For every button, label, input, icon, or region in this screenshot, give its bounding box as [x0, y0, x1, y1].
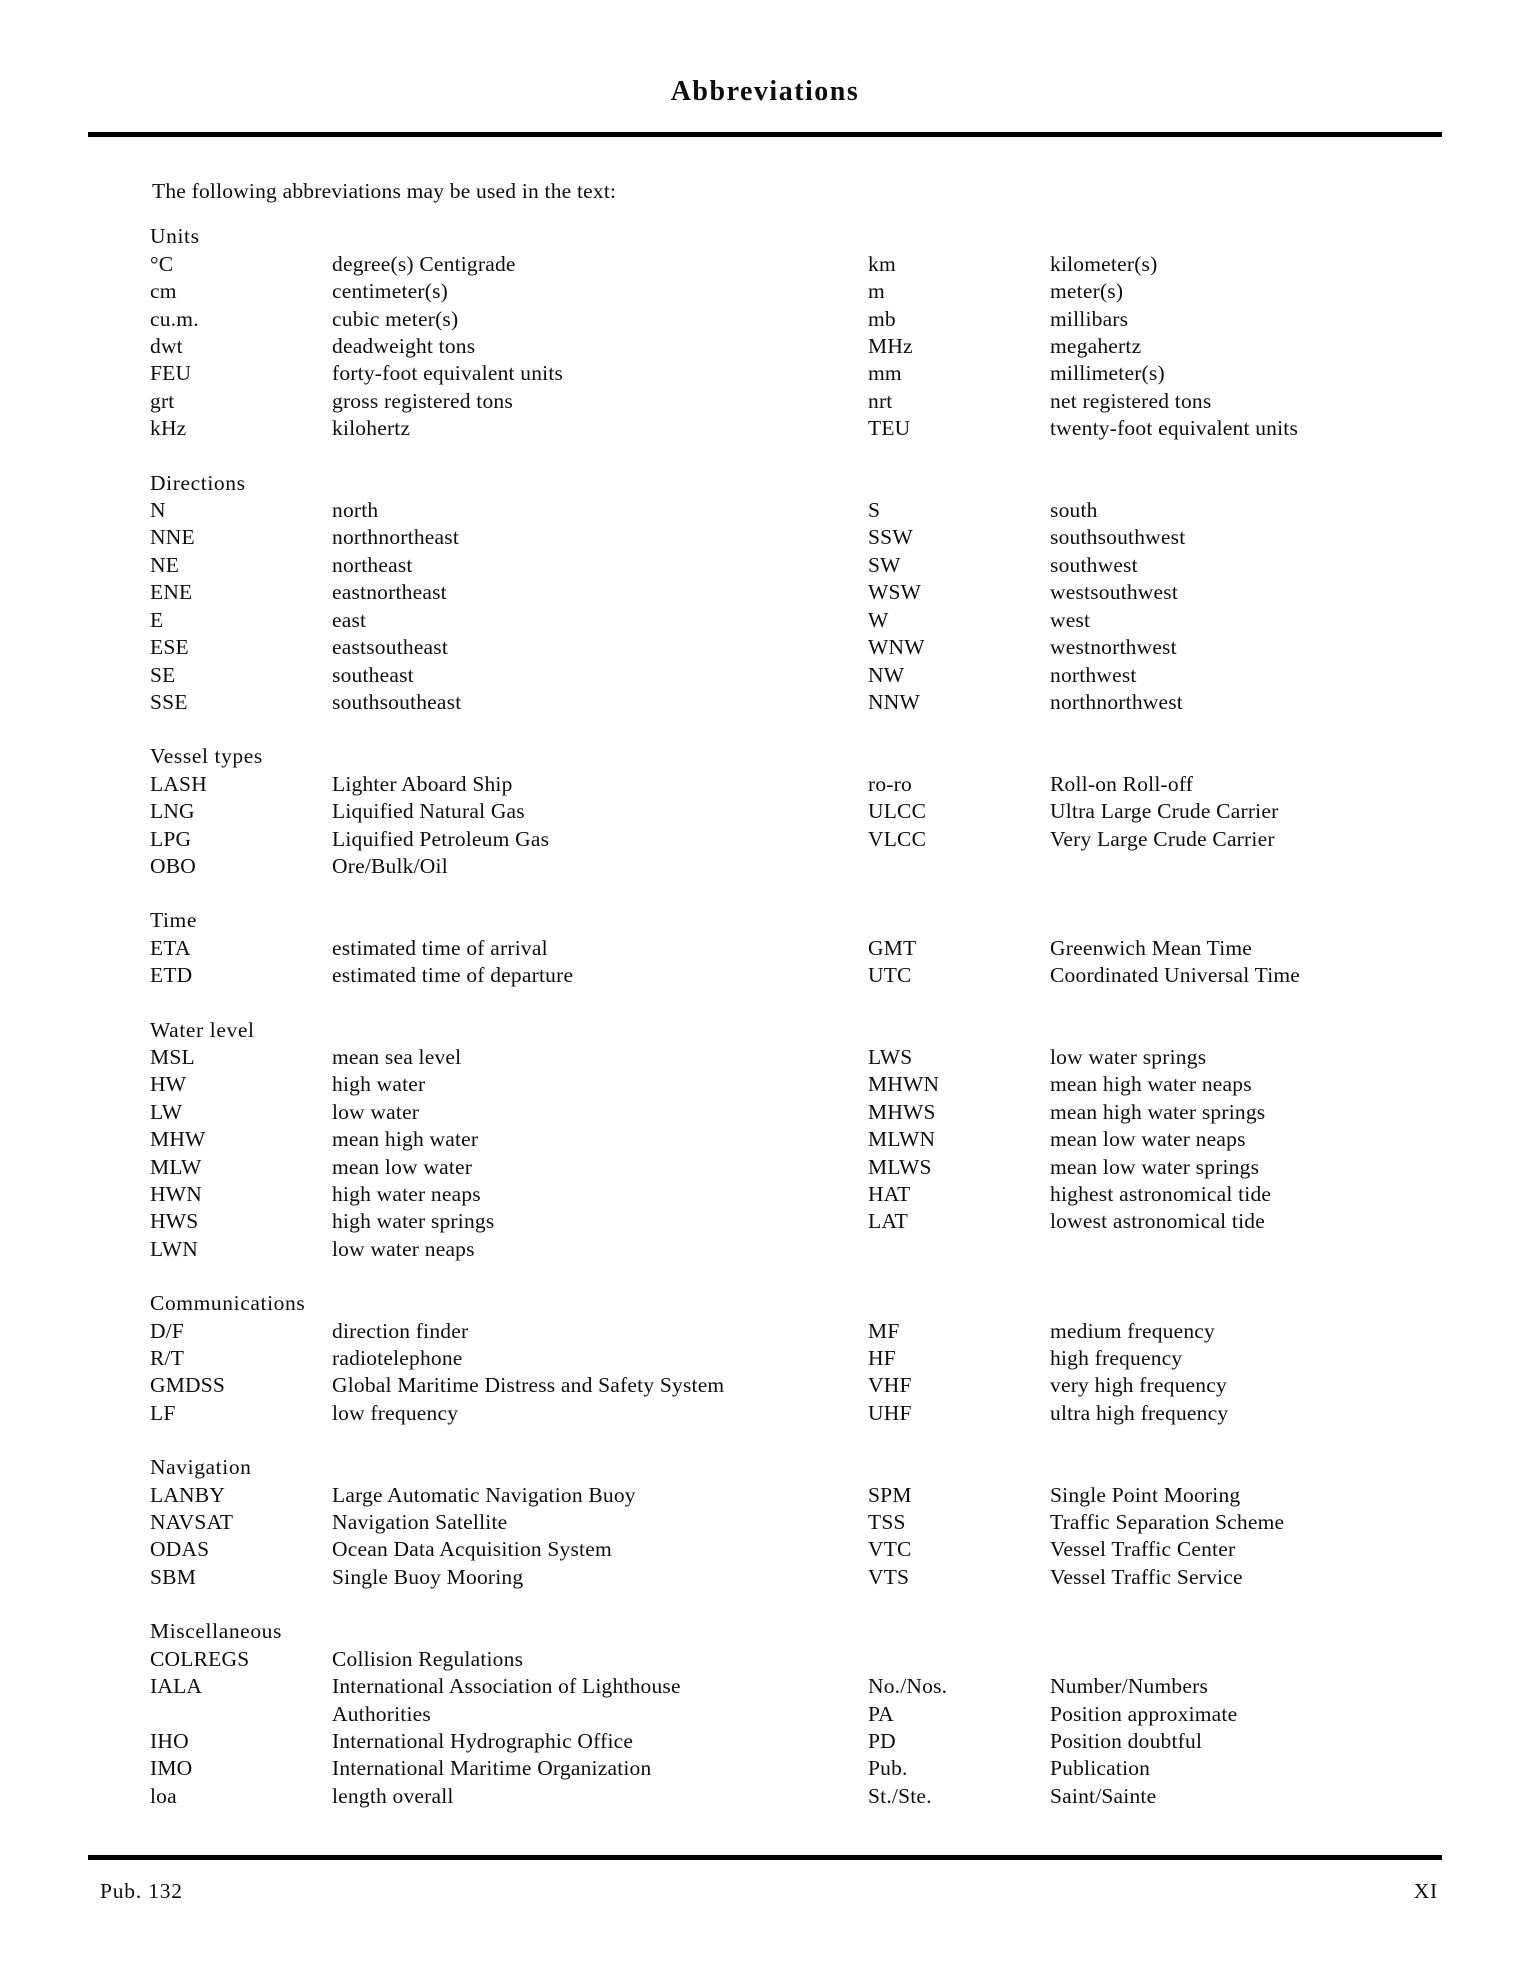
definition: mean high water springs [1050, 1099, 1266, 1124]
page-footer [0, 1855, 1530, 1905]
definition: Saint/Sainte [1050, 1783, 1157, 1808]
abbreviation-rows [150, 1318, 1440, 1428]
abbreviation-sections [150, 223, 1440, 1810]
definition: Coordinated Universal Time [1050, 963, 1301, 988]
abbreviation: MLW [150, 1154, 202, 1179]
abbreviation: LPG [150, 826, 192, 851]
definition: low frequency [332, 1400, 459, 1425]
section-water-level [150, 1017, 1440, 1264]
abbreviation: PD [868, 1728, 896, 1753]
definition: westsouthwest [1050, 580, 1179, 605]
definition: International Hydrographic Office [332, 1728, 634, 1753]
section-heading: Units [150, 224, 200, 249]
abbreviation: HW [150, 1072, 187, 1097]
definition: Global Maritime Distress and Safety System [332, 1373, 725, 1398]
definition: Single Point Mooring [1050, 1482, 1241, 1507]
definition: high water neaps [332, 1182, 481, 1206]
definition: Ore/Bulk/Oil [332, 853, 448, 878]
definition: northwest [1050, 662, 1137, 687]
definition: lowest astronomical tide [1050, 1209, 1265, 1234]
definition: Vessel Traffic Service [1050, 1564, 1243, 1589]
abbreviation: VHF [868, 1373, 912, 1398]
abbreviation: °C [150, 251, 174, 276]
definition: Greenwich Mean Time [1050, 935, 1253, 960]
abbreviation: ULCC [868, 799, 927, 824]
definition: mean high water [332, 1127, 479, 1152]
definition: estimated time of departure [332, 963, 574, 988]
definition: low water [332, 1099, 420, 1124]
definition: northeast [332, 552, 413, 577]
definition: Navigation Satellite [332, 1510, 508, 1535]
abbreviation: S [868, 498, 881, 523]
section-miscellaneous [150, 1618, 1440, 1810]
definition: low water springs [1050, 1044, 1207, 1069]
abbreviation: LWN [150, 1236, 198, 1261]
definition: cubic meter(s) [332, 306, 459, 331]
definition: southsoutheast [332, 689, 462, 714]
section-heading: Miscellaneous [150, 1619, 282, 1644]
definition: direction finder [332, 1318, 469, 1343]
abbreviation: IMO [150, 1756, 193, 1781]
abbreviation: LF [150, 1400, 176, 1425]
abbreviation: ODAS [150, 1537, 210, 1562]
definition: estimated time of arrival [332, 935, 548, 960]
definition: Authorities [332, 1701, 431, 1726]
intro-text: The following abbreviations may be used in the text: [152, 179, 617, 203]
definition: southwest [1050, 552, 1138, 577]
definition: Position approximate [1050, 1701, 1238, 1726]
abbreviation: TEU [868, 416, 911, 441]
abbreviation: mb [868, 306, 896, 331]
abbreviation: MHW [150, 1127, 206, 1152]
abbreviation: SSW [868, 525, 913, 550]
abbreviation: MLWN [868, 1127, 936, 1152]
section-time [150, 907, 1440, 989]
definition [1050, 853, 1440, 880]
abbreviation: ESE [150, 635, 189, 660]
definition: high water springs [332, 1209, 495, 1234]
section-heading: Directions [150, 470, 246, 495]
abbreviation: LNG [150, 799, 195, 824]
abbreviation-rows [150, 497, 1440, 716]
abbreviation: IALA [150, 1674, 203, 1699]
section-heading: Communications [150, 1291, 306, 1316]
definition: twenty-foot equivalent units [1050, 416, 1299, 441]
footer-rule [88, 1855, 1442, 1860]
abbreviation: m [868, 279, 885, 304]
abbreviation: UHF [868, 1400, 912, 1425]
section-navigation [150, 1454, 1440, 1591]
abbreviation: OBO [150, 853, 196, 878]
definition: low water neaps [332, 1236, 475, 1261]
abbreviation: PA [868, 1701, 894, 1726]
abbreviation: NE [150, 552, 180, 577]
definition: kilometer(s) [1050, 251, 1158, 276]
abbreviation-rows [150, 1646, 1440, 1810]
abbreviation: ENE [150, 580, 193, 605]
definition: mean high water neaps [1050, 1072, 1252, 1097]
abbreviation [868, 1236, 1050, 1263]
abbreviation: TSS [868, 1510, 906, 1535]
abbreviation: kHz [150, 416, 187, 441]
abbreviation-rows [150, 1044, 1440, 1263]
abbreviation: NW [868, 662, 905, 687]
abbreviation-rows [150, 935, 1440, 990]
abbreviation: WSW [868, 580, 922, 605]
definition: gross registered tons [332, 388, 513, 413]
definition: deadweight tons [332, 334, 476, 359]
abbreviation: MSL [150, 1044, 195, 1069]
abbreviation: D/F [150, 1318, 185, 1343]
definition: millibars [1050, 306, 1129, 331]
abbreviation: MHz [868, 334, 913, 359]
abbreviation: LAT [868, 1209, 909, 1234]
abbreviation: NNW [868, 689, 920, 714]
section-heading: Time [150, 908, 198, 933]
definition [1050, 1646, 1440, 1673]
abbreviation: SSE [150, 689, 188, 714]
section-units [150, 223, 1440, 442]
abbreviation: SBM [150, 1564, 197, 1589]
definition: International Maritime Organization [332, 1756, 652, 1781]
abbreviation-rows [150, 1482, 1440, 1592]
abbreviation: mm [868, 361, 902, 386]
definition: centimeter(s) [332, 279, 449, 304]
definition: high water [332, 1072, 426, 1097]
definition: mean low water neaps [1050, 1127, 1246, 1152]
abbreviation: VTC [868, 1537, 912, 1562]
abbreviation: Pub. [868, 1756, 908, 1781]
definition: Large Automatic Navigation Buoy [332, 1482, 636, 1507]
abbreviation: LANBY [150, 1482, 226, 1507]
section-communications [150, 1290, 1440, 1427]
definition: highest astronomical tide [1050, 1182, 1272, 1206]
definition: degree(s) Centigrade [332, 251, 516, 276]
abbreviation: MLWS [868, 1154, 932, 1179]
abbreviation: NNE [150, 525, 195, 550]
abbreviation: MHWS [868, 1099, 936, 1124]
definition: Lighter Aboard Ship [332, 771, 513, 796]
definition: megahertz [1050, 334, 1142, 359]
abbreviation: IHO [150, 1728, 189, 1753]
abbreviation: HWN [150, 1182, 202, 1206]
section-heading: Vessel types [150, 744, 263, 769]
definition [1050, 1236, 1440, 1263]
abbreviation: nrt [868, 388, 893, 413]
abbreviation: HAT [868, 1182, 911, 1206]
abbreviation: GMDSS [150, 1373, 226, 1398]
page-title: Abbreviations [670, 76, 860, 107]
definition: northnortheast [332, 525, 459, 550]
definition: medium frequency [1050, 1318, 1215, 1343]
definition: mean sea level [332, 1044, 462, 1069]
definition: Very Large Crude Carrier [1050, 826, 1275, 851]
definition: southsouthwest [1050, 525, 1186, 550]
definition: north [332, 498, 379, 523]
definition: Ultra Large Crude Carrier [1050, 799, 1279, 824]
abbreviation: VLCC [868, 826, 927, 851]
abbreviation: COLREGS [150, 1646, 250, 1671]
definition: eastnortheast [332, 580, 447, 605]
definition: Collision Regulations [332, 1646, 524, 1671]
definition: Position doubtful [1050, 1728, 1203, 1753]
definition: southeast [332, 662, 414, 687]
abbreviation: WNW [868, 635, 925, 660]
definition: net registered tons [1050, 388, 1212, 413]
abbreviation [868, 853, 1050, 880]
abbreviation: LASH [150, 771, 207, 796]
abbreviation: GMT [868, 935, 917, 960]
abbreviation: LWS [868, 1044, 913, 1069]
section-heading: Water level [150, 1017, 255, 1042]
abbreviation: St./Ste. [868, 1783, 932, 1808]
definition: Number/Numbers [1050, 1674, 1209, 1699]
abbreviation [150, 1701, 332, 1728]
abbreviation-rows [150, 771, 1440, 881]
definition: Roll-on Roll-off [1050, 771, 1194, 796]
abbreviation: dwt [150, 334, 183, 359]
abbreviation: LW [150, 1099, 183, 1124]
abbreviation: MHWN [868, 1072, 940, 1097]
header-rule [88, 132, 1442, 137]
definition: Liquified Natural Gas [332, 799, 525, 824]
definition: kilohertz [332, 416, 411, 441]
abbreviation: R/T [150, 1346, 185, 1371]
definition: length overall [332, 1783, 454, 1808]
definition: Ocean Data Acquisition System [332, 1537, 612, 1562]
abbreviation: ro-ro [868, 771, 912, 796]
abbreviation: E [150, 607, 164, 632]
abbreviation: ETD [150, 963, 193, 988]
abbreviation: HWS [150, 1209, 199, 1234]
abbreviation: FEU [150, 361, 192, 386]
definition: forty-foot equivalent units [332, 361, 564, 386]
definition: south [1050, 498, 1098, 523]
abbreviation: VTS [868, 1564, 910, 1589]
definition: Vessel Traffic Center [1050, 1537, 1236, 1562]
definition: ultra high frequency [1050, 1400, 1229, 1425]
abbreviation: cu.m. [150, 306, 199, 331]
definition: Traffic Separation Scheme [1050, 1510, 1285, 1535]
definition: mean low water [332, 1154, 473, 1179]
definition: very high frequency [1050, 1373, 1227, 1398]
abbreviation: SW [868, 552, 901, 577]
definition: Publication [1050, 1756, 1151, 1781]
abbreviation: ETA [150, 935, 191, 960]
footer-publication-number: Pub. 132 [100, 1879, 183, 1903]
abbreviation: NAVSAT [150, 1510, 234, 1535]
footer-page-number: XI [1413, 1879, 1438, 1903]
abbreviation-rows [150, 251, 1440, 443]
section-vessel-types [150, 743, 1440, 880]
abbreviation: No./Nos. [868, 1674, 948, 1699]
abbreviation: grt [150, 388, 175, 413]
abbreviation: W [868, 607, 889, 632]
section-directions [150, 470, 1440, 717]
abbreviation: MF [868, 1318, 900, 1343]
abbreviation: SPM [868, 1482, 912, 1507]
abbreviation [868, 1646, 1050, 1673]
abbreviation: loa [150, 1783, 177, 1808]
definition: Single Buoy Mooring [332, 1564, 524, 1589]
section-heading: Navigation [150, 1455, 252, 1480]
definition: Liquified Petroleum Gas [332, 826, 550, 851]
definition: east [332, 607, 367, 632]
definition: west [1050, 607, 1091, 632]
definition: westnorthwest [1050, 635, 1177, 660]
definition: meter(s) [1050, 279, 1124, 304]
definition: International Association of Lighthouse [332, 1674, 681, 1699]
definition: mean low water springs [1050, 1154, 1260, 1179]
abbreviation: km [868, 251, 896, 276]
definition: eastsoutheast [332, 635, 449, 660]
definition: northnorthwest [1050, 689, 1183, 714]
definition: radiotelephone [332, 1346, 463, 1371]
definition: high frequency [1050, 1346, 1183, 1371]
abbreviation: N [150, 498, 166, 523]
abbreviation: SE [150, 662, 176, 687]
abbreviation: UTC [868, 963, 912, 988]
abbreviation: cm [150, 279, 177, 304]
definition: millimeter(s) [1050, 361, 1165, 386]
abbreviation: HF [868, 1346, 896, 1371]
